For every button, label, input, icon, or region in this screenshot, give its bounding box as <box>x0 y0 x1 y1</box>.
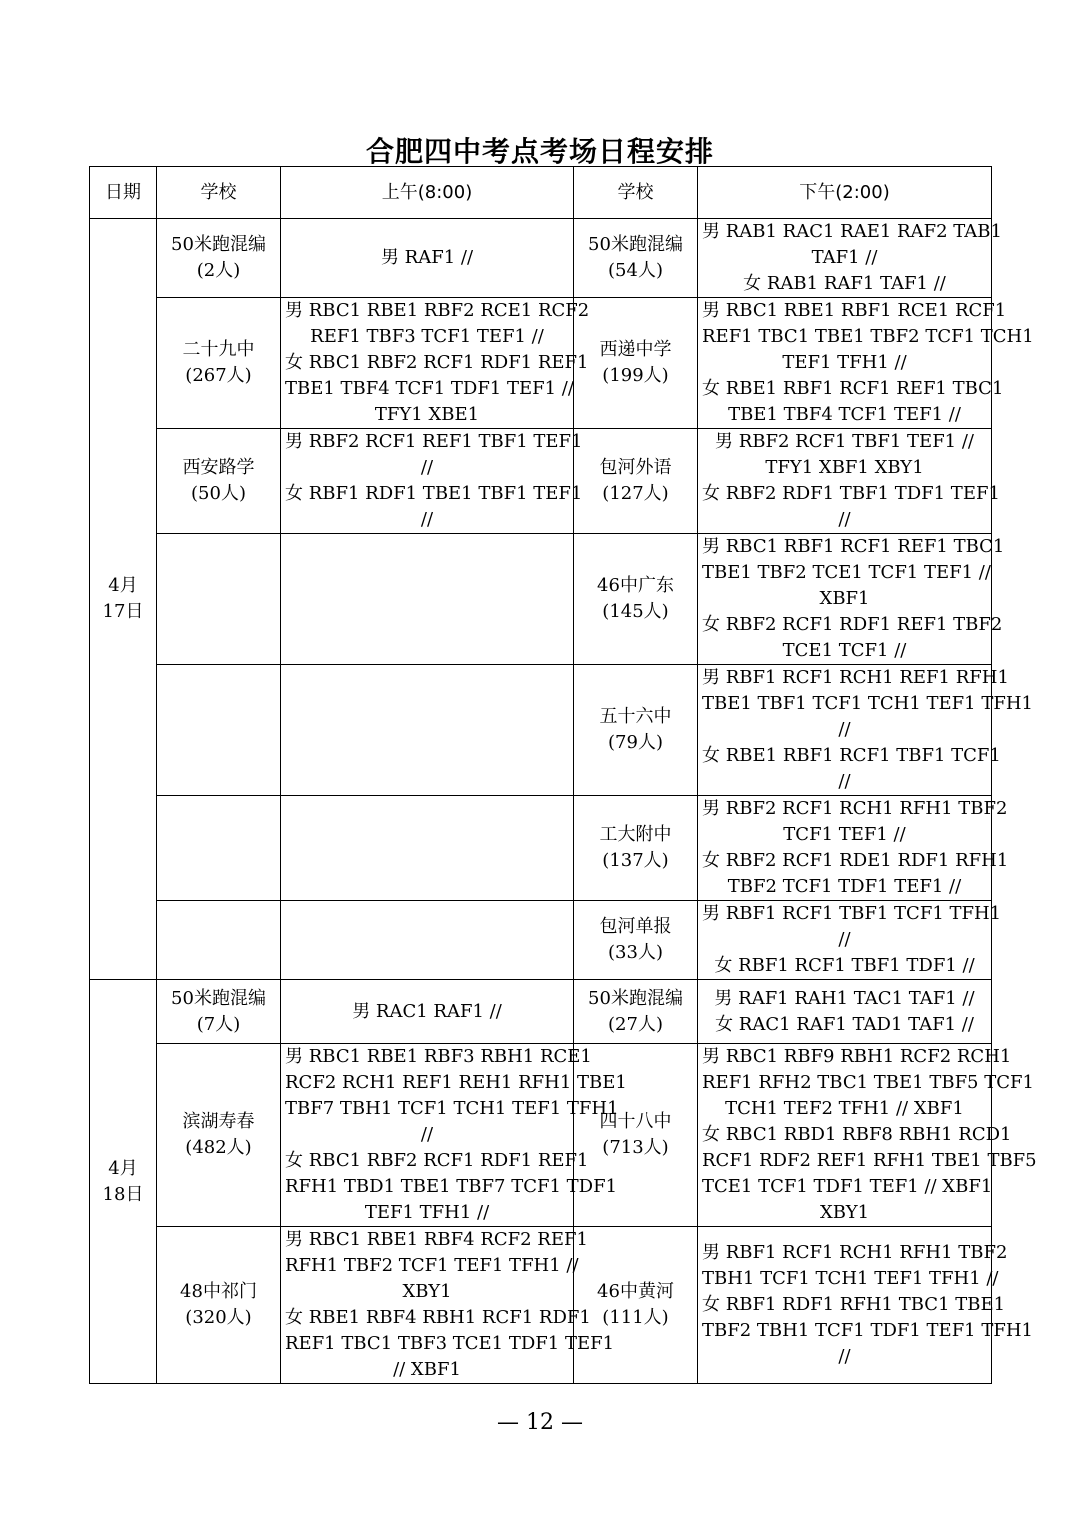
afternoon-cell <box>698 219 1002 298</box>
page-title: 合肥四中考点考场日程安排 <box>365 135 714 168</box>
afternoon-line: 女 RBE1 RBF1 RCF1 REF1 TBC1 <box>702 378 1004 399</box>
morning-cell <box>281 980 574 1044</box>
morning-line: 女 RBF1 RDF1 TBE1 TBF1 TEF1 <box>285 483 583 504</box>
table-row <box>90 665 992 796</box>
schedule-table <box>89 166 1037 1384</box>
am-school-line: (50人) <box>191 483 246 504</box>
afternoon-line: 女 RBE1 RBF1 RCF1 TBF1 TCF1 <box>702 745 1001 766</box>
header-row <box>90 167 992 219</box>
am-school-line: (482人) <box>185 1137 252 1158</box>
morning-line: 女 RBC1 RBF2 RCF1 RDF1 REF1 <box>285 1150 589 1171</box>
afternoon-line: TBF2 TCF1 TDF1 TEF1 // <box>727 876 962 897</box>
afternoon-line: TBH1 TCF1 TCH1 TEF1 TFH1 // <box>702 1268 999 1289</box>
header-school-pm: 学校 <box>574 167 698 219</box>
afternoon-line: TBE1 TBF1 TCF1 TCH1 TEF1 TFH1 <box>702 693 1033 714</box>
am-school-line: (267人) <box>185 365 252 386</box>
pm-school-cell <box>574 1227 698 1384</box>
afternoon-cell <box>698 665 1033 796</box>
morning-line: // XBF1 <box>393 1359 461 1380</box>
am-school-line: 50米跑混编 <box>171 987 266 1009</box>
pm-school-cell <box>574 796 698 901</box>
pm-school-line: 工大附中 <box>599 824 672 845</box>
afternoon-cell <box>698 534 1005 665</box>
pm-school-line: 包河单报 <box>599 916 672 937</box>
table-row <box>90 534 992 665</box>
pm-school-line: 50米跑混编 <box>588 987 683 1009</box>
afternoon-cell <box>698 429 1000 534</box>
date-line: 4月 <box>108 1157 138 1179</box>
pm-school-line: (27人) <box>608 1013 663 1035</box>
am-school-line: 西安路学 <box>182 457 255 478</box>
pm-school-line: 五十六中 <box>599 706 672 727</box>
afternoon-cell <box>698 980 992 1044</box>
morning-cell <box>281 298 590 429</box>
pm-school-line: 46中黄河 <box>597 1281 674 1302</box>
afternoon-cell <box>698 796 1009 901</box>
pm-school-cell <box>574 219 698 298</box>
table-row <box>90 796 992 901</box>
date-line: 18日 <box>102 1183 144 1205</box>
am-school-cell <box>157 901 281 980</box>
table-body <box>90 219 1037 1384</box>
afternoon-line: 女 RAC1 RAF1 TAD1 TAF1 // <box>715 1013 974 1035</box>
afternoon-line: 男 RBF1 RCF1 RCH1 RFH1 TBF2 <box>702 1242 1008 1263</box>
morning-line: 男 RBF2 RCF1 REF1 TBF1 TEF1 <box>285 431 583 452</box>
afternoon-line: 女 RBF1 RDF1 RFH1 TBC1 TBE1 <box>702 1294 1006 1315</box>
afternoon-line: 男 RBF2 RCF1 RCH1 RFH1 TBF2 <box>702 798 1008 819</box>
afternoon-line: TBF2 TBH1 TCF1 TDF1 TEF1 TFH1 <box>702 1320 1033 1341</box>
morning-cell <box>281 796 574 901</box>
table-row <box>90 901 992 980</box>
pm-school-line: (145人) <box>602 601 669 622</box>
afternoon-line: XBY1 <box>819 1202 870 1223</box>
table-row <box>90 219 992 298</box>
morning-cell <box>281 534 574 665</box>
afternoon-line: TBE1 TBF2 TCE1 TCF1 TEF1 // <box>702 562 991 583</box>
afternoon-line: 男 RBF1 RCF1 RCH1 REF1 RFH1 <box>702 667 1009 688</box>
am-school-cell <box>157 980 281 1044</box>
page-number: — 12 — <box>497 1410 583 1435</box>
am-school-cell <box>157 1044 281 1227</box>
morning-line: RFH1 TBD1 TBE1 TBF7 TCF1 TDF1 <box>285 1176 618 1197</box>
afternoon-line: 女 RBC1 RBD1 RBF8 RBH1 RCD1 <box>702 1124 1012 1145</box>
afternoon-cell <box>698 1044 1037 1227</box>
pm-school-cell <box>574 1044 698 1227</box>
table-row <box>90 1044 992 1227</box>
morning-line: 女 RBE1 RBF4 RBH1 RCF1 RDF1 <box>285 1307 591 1328</box>
morning-line: 男 RBC1 RBE1 RBF4 RCF2 REF1 <box>285 1229 588 1250</box>
pm-school-cell <box>574 980 698 1044</box>
pm-school-line: (33人) <box>608 942 663 963</box>
pm-school-line: (199人) <box>602 365 669 386</box>
morning-line: 男 RBC1 RBE1 RBF2 RCE1 RCF2 <box>285 300 590 321</box>
afternoon-line: XBF1 <box>819 588 870 609</box>
am-school-cell <box>157 429 281 534</box>
morning-line: // <box>420 1124 434 1145</box>
morning-cell <box>281 219 574 298</box>
afternoon-line: 男 RAB1 RAC1 RAE1 RAF2 TAB1 <box>702 221 1002 242</box>
am-school-cell <box>157 796 281 901</box>
afternoon-line: // <box>838 771 851 792</box>
afternoon-line: TEF1 TFH1 // <box>782 352 907 373</box>
am-school-cell <box>157 534 281 665</box>
afternoon-line: TCF1 TEF1 // <box>783 824 906 845</box>
afternoon-line: 女 RBF2 RCF1 RDF1 REF1 TBF2 <box>702 614 1003 635</box>
morning-line: REF1 TBF3 TCF1 TEF1 // <box>310 326 544 347</box>
am-school-cell <box>157 219 281 298</box>
morning-line: XBY1 <box>402 1281 452 1302</box>
date-line: 17日 <box>102 601 144 622</box>
am-school-line: (2人) <box>196 260 241 281</box>
morning-line: 男 RAC1 RAF1 // <box>352 1000 502 1022</box>
afternoon-cell <box>698 1227 1033 1384</box>
afternoon-cell <box>698 298 1034 429</box>
afternoon-line: 女 RBF2 RDF1 TBF1 TDF1 TEF1 <box>702 483 1000 504</box>
morning-line: TBE1 TBF4 TCF1 TDF1 TEF1 // <box>285 378 574 399</box>
table-row <box>90 1227 992 1384</box>
am-school-line: 二十九中 <box>182 339 255 360</box>
morning-line: 男 RBC1 RBE1 RBF3 RBH1 RCE1 <box>285 1046 592 1067</box>
morning-cell <box>281 901 574 980</box>
am-school-cell <box>157 298 281 429</box>
table-row <box>90 980 992 1044</box>
am-school-line: (320人) <box>185 1307 252 1328</box>
pm-school-line: 四十八中 <box>599 1111 672 1132</box>
pm-school-line: 西递中学 <box>599 339 672 360</box>
am-school-line: (7人) <box>196 1013 241 1035</box>
morning-line: 男 RAF1 // <box>380 247 474 268</box>
morning-line: // <box>420 457 434 478</box>
morning-cell <box>281 1044 627 1227</box>
morning-line: TBF7 TBH1 TCF1 TCH1 TEF1 TFH1 <box>285 1098 619 1119</box>
pm-school-line: (127人) <box>602 483 669 504</box>
table-row <box>90 429 992 534</box>
pm-school-line: (54人) <box>608 260 663 281</box>
table-row <box>90 298 992 429</box>
morning-cell <box>281 665 574 796</box>
afternoon-line: REF1 TBC1 TBE1 TBF2 TCF1 TCH1 <box>702 326 1034 347</box>
date-cell <box>90 980 157 1384</box>
pm-school-cell <box>574 901 698 980</box>
afternoon-line: TCH1 TEF2 TFH1 // XBF1 <box>725 1098 964 1119</box>
pm-school-line: (111人) <box>602 1307 669 1328</box>
afternoon-line: 男 RBC1 RBF9 RBH1 RCF2 RCH1 <box>702 1046 1012 1067</box>
afternoon-line: 女 RBF1 RCF1 TBF1 TDF1 // <box>714 955 975 976</box>
afternoon-cell <box>698 901 1002 980</box>
pm-school-line: 46中广东 <box>597 575 674 596</box>
header-date: 日期 <box>90 167 157 219</box>
morning-line: REF1 TBC1 TBF3 TCE1 TDF1 TEF1 <box>285 1333 615 1354</box>
pm-school-line: (137人) <box>602 850 669 871</box>
afternoon-line: // <box>838 929 851 950</box>
afternoon-line: 女 RAB1 RAF1 TAF1 // <box>743 273 946 294</box>
afternoon-line: TAF1 // <box>811 247 878 268</box>
afternoon-line: // <box>838 1346 851 1367</box>
am-school-line: 50米跑混编 <box>171 234 266 255</box>
header-morning: 上午(8:00) <box>281 167 574 219</box>
morning-line: TFY1 XBE1 <box>374 404 480 425</box>
date-line: 4月 <box>108 575 138 596</box>
afternoon-line: 男 RAF1 RAH1 TAC1 TAF1 // <box>714 987 975 1009</box>
morning-cell <box>281 1227 615 1384</box>
morning-line: // <box>420 509 434 530</box>
afternoon-line: RCF1 RDF2 REF1 RFH1 TBE1 TBF5 <box>702 1150 1037 1171</box>
pm-school-line: (713人) <box>602 1137 669 1158</box>
afternoon-line: TBE1 TBF4 TCF1 TEF1 // <box>728 404 961 425</box>
am-school-cell <box>157 665 281 796</box>
pm-school-line: (79人) <box>608 732 663 753</box>
header-school-am: 学校 <box>157 167 281 219</box>
morning-cell <box>281 429 583 534</box>
afternoon-line: 男 RBC1 RBF1 RCF1 REF1 TBC1 <box>702 536 1005 557</box>
afternoon-line: 女 RBF2 RCF1 RDE1 RDF1 RFH1 <box>702 850 1009 871</box>
am-school-line: 48中祁门 <box>180 1281 257 1302</box>
afternoon-line: TCE1 TCF1 // <box>782 640 907 661</box>
afternoon-line: 男 RBC1 RBE1 RBF1 RCE1 RCF1 <box>702 300 1007 321</box>
afternoon-line: TFY1 XBF1 XBY1 <box>765 457 924 478</box>
date-cell <box>90 219 157 980</box>
morning-line: TEF1 TFH1 // <box>364 1202 490 1223</box>
pm-school-cell <box>574 534 698 665</box>
pm-school-line: 包河外语 <box>599 457 672 478</box>
pm-school-cell <box>574 429 698 534</box>
am-school-cell <box>157 1227 281 1384</box>
am-school-line: 滨湖寿春 <box>182 1111 255 1132</box>
afternoon-line: REF1 RFH2 TBC1 TBE1 TBF5 TCF1 <box>702 1072 1034 1093</box>
morning-line: 女 RBC1 RBF2 RCF1 RDF1 REF1 <box>285 352 589 373</box>
pm-school-cell <box>574 298 698 429</box>
pm-school-line: 50米跑混编 <box>588 234 683 255</box>
header-afternoon: 下午(2:00) <box>698 167 992 219</box>
afternoon-line: 男 RBF1 RCF1 TBF1 TCF1 TFH1 <box>702 903 1002 924</box>
morning-line: RCF2 RCH1 REF1 REH1 RFH1 TBE1 <box>285 1072 627 1093</box>
afternoon-line: // <box>838 509 851 530</box>
afternoon-line: 男 RBF2 RCF1 TBF1 TEF1 // <box>715 431 974 452</box>
pm-school-cell <box>574 665 698 796</box>
morning-line: RFH1 TBF2 TCF1 TEF1 TFH1 // <box>285 1255 579 1276</box>
afternoon-line: // <box>838 719 851 740</box>
afternoon-line: TCE1 TCF1 TDF1 TEF1 // XBF1 <box>702 1176 993 1197</box>
